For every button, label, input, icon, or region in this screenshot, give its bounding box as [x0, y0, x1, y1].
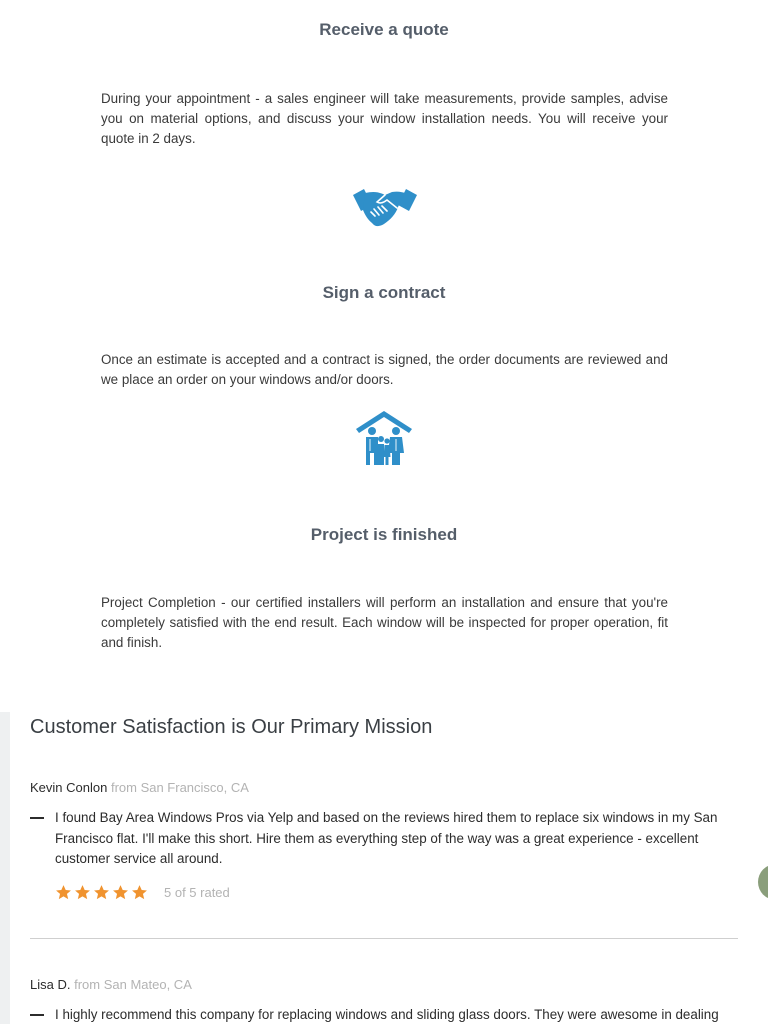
review-divider	[30, 938, 738, 939]
review-author	[30, 977, 192, 992]
review-text: I found Bay Area Windows Pros via Yelp and based on the reviews hired them to replace six windows in my San Francisco flat. I'll make this short. Hire them as everything step of the way was a great experience - excellent customer service all around.	[55, 810, 718, 866]
star-icon	[55, 884, 72, 901]
review-author	[30, 780, 249, 795]
star-icon	[112, 884, 129, 901]
review-author-location: from San Mateo, CA	[74, 977, 192, 992]
review-author-name: Lisa D.	[30, 977, 71, 992]
star-icon	[93, 884, 110, 901]
family-house-icon	[354, 409, 414, 467]
star-icon	[131, 884, 148, 901]
review-text: I highly recommend this company for replacing windows and sliding glass doors. They were awesome in dealing	[55, 1007, 719, 1022]
review-author-location: from San Francisco, CA	[110, 780, 249, 795]
rating-stars	[55, 883, 230, 901]
step-text-receive-quote: During your appointment - a sales engineer will take measurements, provide samples, advise you on material options, and discuss your window installation needs. You will receive your quote in 2 days.	[101, 91, 668, 147]
step-title-receive-quote: Receive a quote	[319, 20, 449, 39]
review-author-name: Kevin Conlon	[30, 780, 108, 795]
rating-label: 5 of 5 rated	[164, 884, 230, 900]
testimonials-title: Customer Satisfaction is Our Primary Mission	[30, 716, 433, 738]
step-text-project-finished: Project Completion - our certified installers will perform an installation and ensure that you're completely satisfied with the end result. Each window will be inspected for proper operation, fit and finish.	[101, 595, 668, 651]
quote-dash	[30, 817, 44, 819]
step-title-sign-contract: Sign a contract	[322, 283, 446, 302]
step-title-project-finished: Project is finished	[310, 525, 458, 544]
handshake-icon	[352, 183, 418, 231]
star-icon	[74, 884, 91, 901]
step-text-sign-contract: Once an estimate is accepted and a contract is signed, the order documents are reviewed and we place an order on your windows and/or doors.	[101, 352, 668, 388]
quote-dash	[30, 1014, 44, 1016]
left-edge-bar	[0, 712, 10, 1024]
